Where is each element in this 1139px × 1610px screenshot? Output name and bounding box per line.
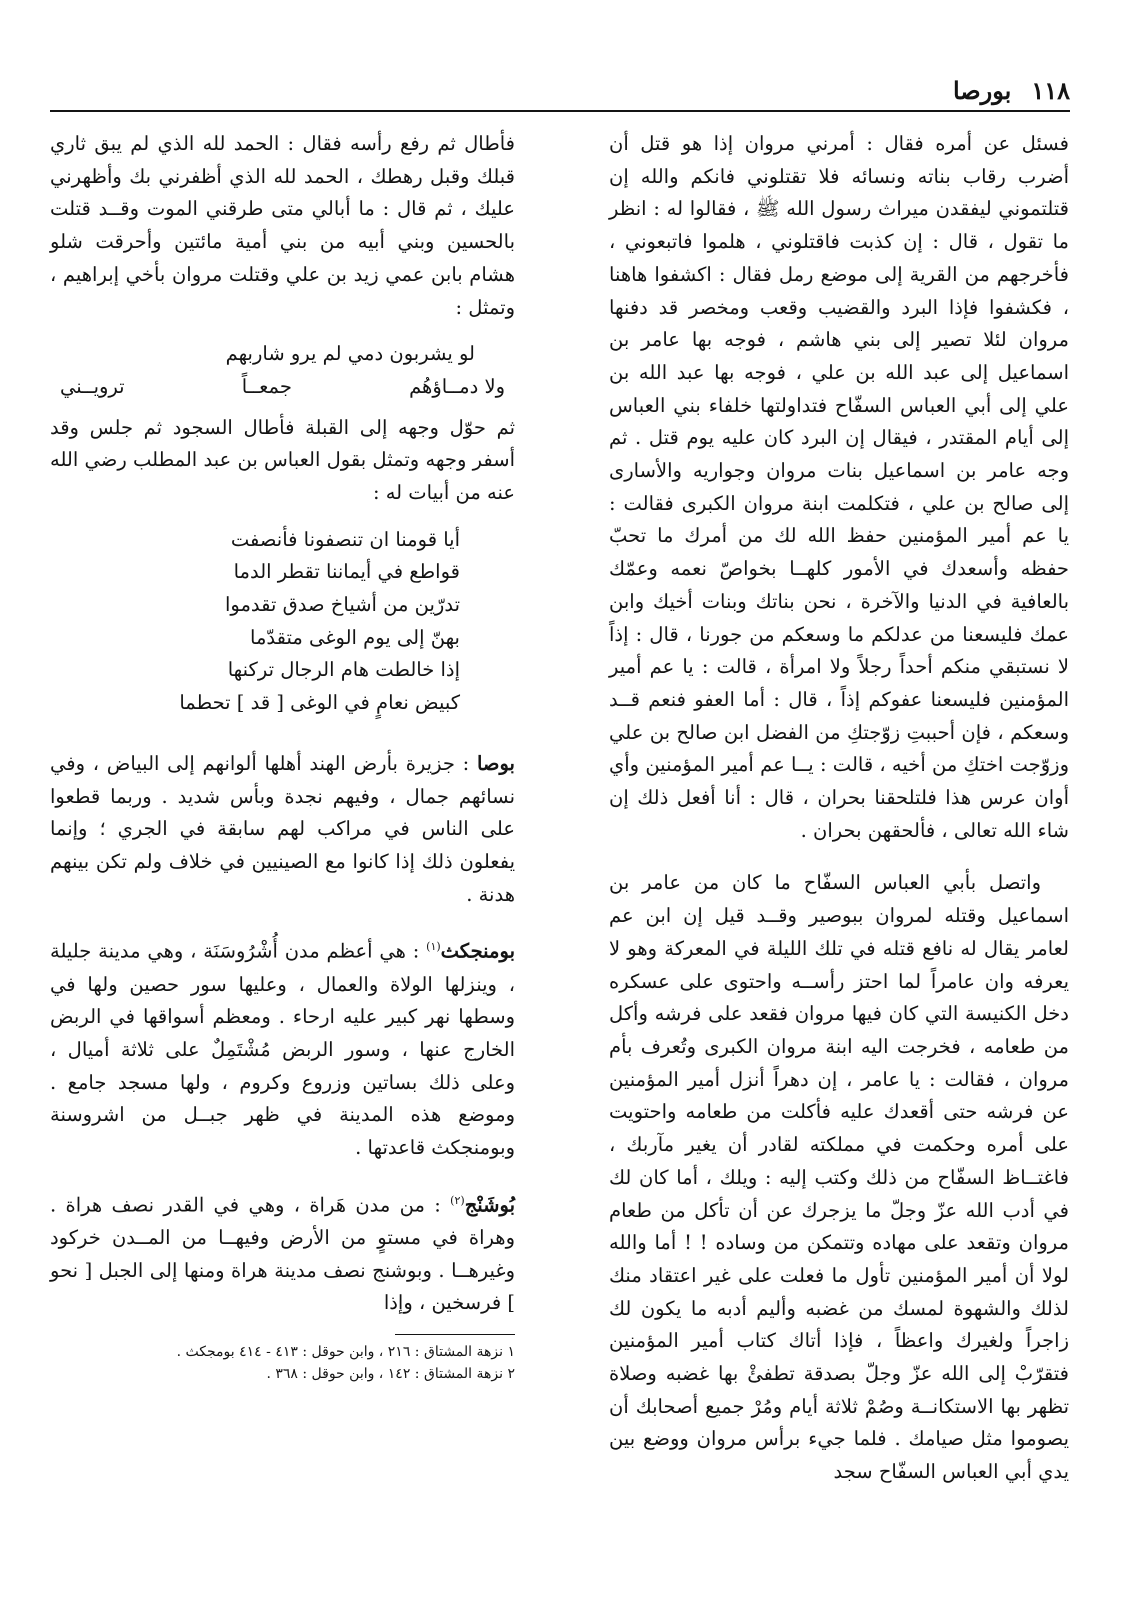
verse-line: إذا خالطت هام الرجال تركنها — [227, 658, 460, 682]
verse-line: بهنّ إلى يوم الوغى متقدّما — [250, 625, 460, 649]
verse-block — [50, 524, 515, 720]
entry-text: : من مدن هَراة ، وهي في القدر نصف هراة . وهراة في مستوٍ من الأرض وفيهــا من المــدن خركود وغيرهــا . وبوشنج نصف مدينة هراة ومنها إلى الجبل [ نحو ] فرسخين ، وإذا — [50, 1193, 515, 1315]
footnote: ٢ نزهة المشتاق : ١٤٢ ، وابن حوقل : ٣٦٨ . — [266, 1366, 515, 1383]
entry-busa — [50, 748, 515, 912]
entry-bumanjakath — [50, 931, 515, 1164]
verse-line — [50, 371, 515, 404]
verse-line: قواطع في أيماننا تقطر الدما — [233, 560, 460, 584]
paragraph: واتصل بأبي العباس السفّاح ما كان من عامر بن اسماعيل وقتله لمروان ببوصير وقــد قيل إن ابن عم لعامر يقال له نافع قتله في تلك الليلة في المعركة وهو لا يعرفه وان عامراً لما احتز رأســه واحتوى على عسكره دخل الكنيسة التي كان فيها مروان فقعد على فرشه وأكل من طعامه ، فخرجت اليه ابنة مروان الكبرى وتُعرف بأم مروان ، فقالت : يا عامر ، إن دهراً أنزل أمير المؤمنين عن فرشه حتى أقعدك عليه فأكلت من طعامه واحتويت على أمره وحكمت في مملكته لقادر أن يغير مآربك ، فاغتــاظ السفّاح من ذلك وكتب إليه : ويلك ، أما كان لك في أدب الله عزّ وجلّ ما يزجرك عن أن تأكل من طعام مروان وتقعد على مهاده وتتمكن من وساده ! ! أما والله لولا أن أمير المؤمنين تأول ما فعلت على غير اعتقاد منك لذلك والشهوة لمسك من غضبه وأليم أدبه ما يكون لك زاجراً ولغيرك واعظاً ، فإذا أتاك كتاب أمير المؤمنين فتقرّبْ إلى الله عزّ وجلّ بصدقة تطفئْ بها غضبه وصلاة تظهر بها الاستكانــة وصُمْ ثلاثة أيام ومُرْ جميع أصحابك أن يصوموا مثل صيامك . فلما جيء برأس مروان ووضع بين يدي أبي العباس السفّاح سجد — [609, 871, 1069, 1484]
running-title: بورصا — [952, 75, 1012, 105]
page-header — [50, 72, 1070, 108]
entry-text: : هي أعظم مدن أُشْرُوسَنَة ، وهي مدينة جليلة ، وينزلها الولاة والعمال ، وعليها سور حصين ولها في وسطها نهر كبير عليه ارحاء . ومعظم أسواقها في الربض الخارج عنها ، وسور الربض مُشْتَمِلٌ على ثلاثة أميال ، وعلى ذلك بساتين وزروع وكروم ، ولها مسجد جامع . وموضع هذه المدينة في ظهر جبــل من اشروسنة وبومنجكث قاعدتها . — [50, 939, 515, 1160]
footnote-marker: (١) — [426, 940, 441, 954]
verse-line: أيا قومنا ان تنصفونا فأنصفت — [230, 527, 460, 551]
entry-term: بومنجكث — [440, 939, 515, 963]
paragraph: فسئل عن أمره فقال : أمرني مروان إذا هو قتل أن أضرب رقاب بناته ونسائه فلا تقتلوني فانكم والله إن قتلتموني ليفقدن ميراث رسول الله ﷺ ، فقالوا له : انظر ما تقول ، قال : إن كذبت فاقتلوني ، هلموا فاتبعوني ، فأخرجهم من القرية إلى موضع رمل فقال : اكشفوا هاهنا ، فكشفوا فإذا البرد والقضيب وقعب ومخصر قد دفنها مروان لئلا تصير إلى بني هاشم ، فوجه بها عامر بن اسماعيل إلى عبد الله بن علي ، فوجه بها عبد الله بن علي إلى أبي العباس السفّاح فتداولتها خلفاء بني العباس إلى أيام المقتدر ، فيقال إن البرد كان عليه يوم قتل . ثم وجه عامر بن اسماعيل بنات مروان وجواريه والأسارى إلى صالح بن علي ، فتكلمت ابنة مروان الكبرى فقالت : يا عم أمير المؤمنين حفظ الله لك من أمرك ما تحبّ حفظه وأسعدك في الأمور كلهــا بخواصّ نعمه وعمّك بالعافية في الدنيا والآخرة ، نحن بناتك وبنات أخيك وابن عمك فليسعنا من عدلكم ما وسعكم من جورنا ، قال : إذاً لا نستبقي منكم أحداً رجلاً ولا امرأة ، قالت : يا عم أمير المؤمنين فليسعنا عفوكم إذاً ، قال : أما العفو فنعم قــد وسعكم ، فإن أحببتِ زوّجتكِ من الفضل ابن صالح بن علي وزوّجت اختكِ من أخيه ، قالت : يــا عم أمير المؤمنين وأي أوان عرس هذا فلتلحقنا بحران ، قال : أنا أفعل ذلك إن شاء الله تعالى ، فألحقهن بحران . — [609, 132, 1069, 842]
entry-term: بوصا — [476, 751, 515, 775]
footnote-marker: (٢) — [450, 1193, 465, 1207]
footnote: ١ نزهة المشتاق : ٢١٦ ، وابن حوقل : ٤١٣ - ٤١٤ بومجكث . — [176, 1344, 515, 1361]
footnote-rule — [395, 1334, 515, 1335]
verse-word: ولا دمــاؤهُم — [409, 374, 505, 398]
paragraph: ثم حوّل وجهه إلى القبلة فأطال السجود ثم جلس وقد أسفر وجهه وتمثل بقول العباس بن عبد المطلب رضي الله عنه من أبيات له : — [50, 415, 515, 504]
paragraph: فأطال ثم رفع رأسه فقال : الحمد لله الذي لم يبق ثاري قبلك وقبل رهطك ، الحمد لله الذي أظفرني بك وأظهرني عليك ، ثم قال : ما أبالي متى طرقني الموت وقــد قتلت بالحسين وبني أبيه من بني أمية مائتين وأحرقت شلو هشام بابن عمي زيد بن علي وقتلت مروان بأخي إبراهيم ، وتمثل : — [50, 132, 515, 319]
entry-term: بُوشَنْج — [464, 1193, 515, 1217]
verse-line: كبيض نعامٍ في الوغى [ قد ] تحطما — [179, 691, 460, 715]
verse-block — [50, 338, 515, 403]
right-column — [609, 128, 1069, 1588]
entry-text: : جزيرة بأرض الهند أهلها ألوانهم إلى البياض ، وفي نسائهم جمال ، وفيهم نجدة وبأس شديد . وربما قطعوا على الناس في مراكب لهم سابقة في الجري ؛ وإنما يفعلون ذلك إذا كانوا مع الصينيين في خلاف ولم تكن بينهم هدنة . — [50, 751, 515, 906]
verse-word: جمعــاً — [241, 374, 292, 398]
verse-word: ترويــني — [60, 374, 125, 398]
page-number: ١١٨ — [1031, 75, 1070, 105]
header-rule — [50, 110, 1070, 112]
left-column — [50, 128, 515, 1588]
verse-line: لو يشربون دمي لم يرو شاربهم — [225, 342, 475, 366]
entry-bushanj — [50, 1185, 515, 1320]
verse-line: تدرّين من أشياخ صدق تقدموا — [225, 593, 460, 617]
